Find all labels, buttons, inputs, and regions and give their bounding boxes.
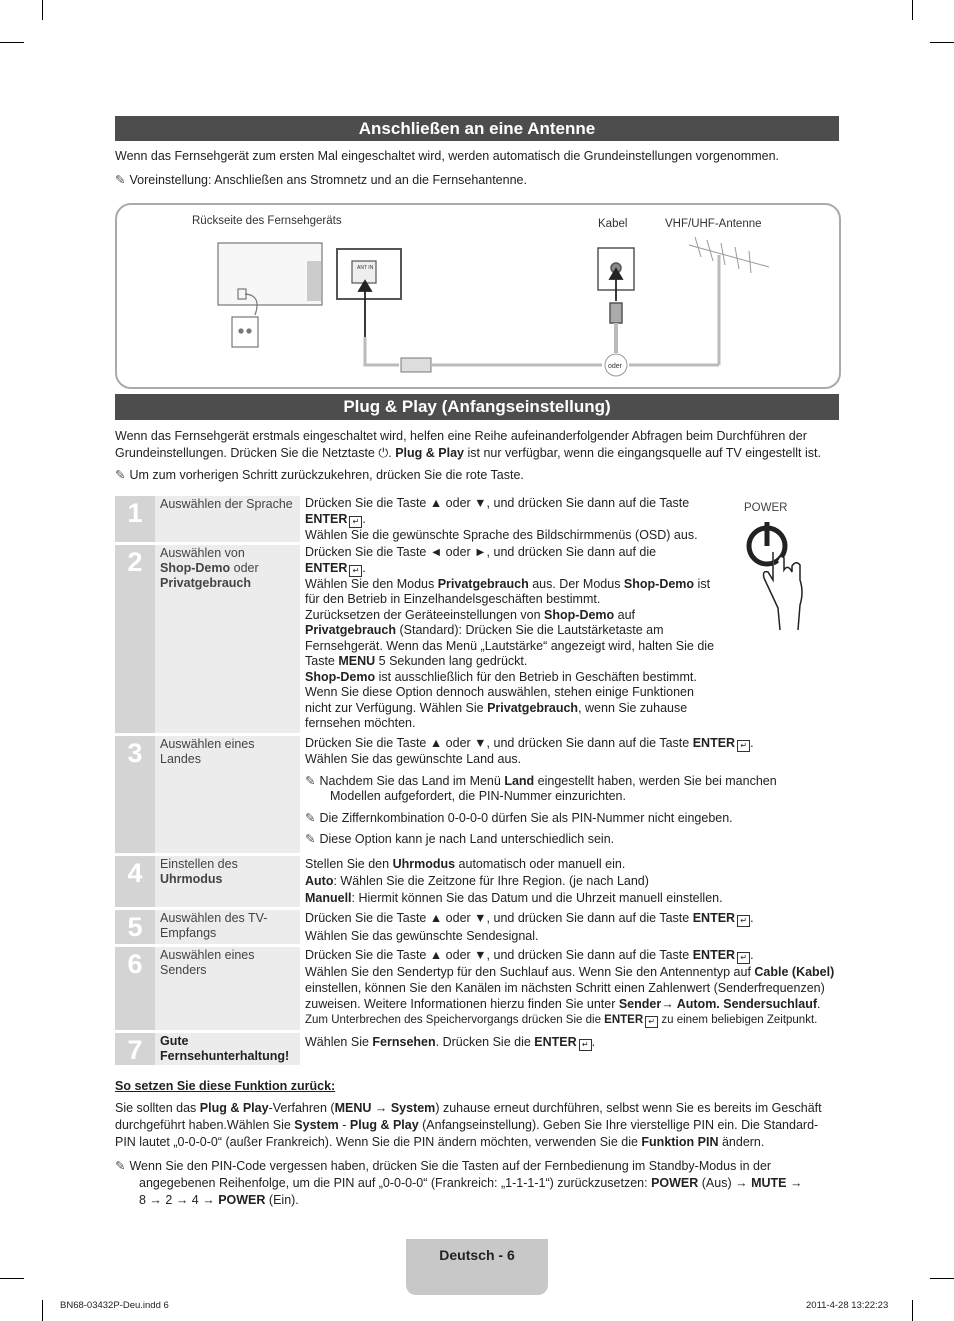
step-description: Drücken Sie die Taste ▲ oder ▼, und drücken Sie dann auf die Taste ENTER ↵ . Wählen Sie den Sendertyp für den Suchlauf aus. Wenn Sie den Antennentyp auf Cable (Kabel) einstellen, können Sie den Kanälen im nächsten Schritt einen Zahlenwert (Senderfrequenzen) zuweisen. Weitere Informationen hierzu finden Sie unter Sender→ Autom. Sendersuchlauf. Zum Unterbrechen des Speichervorgangs drücken Sie die ENTER ↵ zu einem beliebigen Zeitpunkt.: [305, 948, 835, 1026]
enter-icon: ↵: [645, 1016, 658, 1028]
step-row-3: [115, 736, 839, 853]
step-row-5: [115, 910, 839, 944]
power-symbol-icon: ⏻: [378, 445, 389, 460]
step-description: Stellen Sie den Uhrmodus automatisch oder manuell ein. Auto: Wählen Sie die Zeitzone für Ihre Region. (je nach Land) Manuell: Hiermit können Sie das Datum und die Uhrzeit manuell einstellen.: [305, 857, 723, 905]
step-description: Drücken Sie die Taste ▲ oder ▼, und drücken Sie dann auf die Taste ENTER ↵ . Wählen Sie das gewünschte Sendesignal.: [305, 911, 754, 943]
antenna-label: VHF/UHF-Antenne: [665, 218, 762, 230]
plug-play-intro: Wenn das Fernsehgerät erstmals eingeschaltet wird, helfen eine Reihe aufeinanderfolgender Abfragen beim Durchführen der Grundeinstellungen. Drücken Sie die Netztaste ⏻. Plug & Play ist nur verfügbar, wenn die eingangsquelle auf TV eingestellt ist.: [115, 429, 821, 460]
crop-mark: [912, 1300, 913, 1321]
step-label: Auswählen des TV-Empfangs: [155, 910, 300, 944]
step-label: Einstellen des Uhrmodus: [155, 856, 300, 907]
step-number: 5: [115, 910, 155, 944]
step-number: 3: [115, 736, 155, 853]
pencil-note-icon: ✎: [305, 810, 316, 825]
pencil-note-icon: ✎: [305, 773, 316, 788]
reset-heading: So setzen Sie diese Funktion zurück:: [115, 1079, 336, 1093]
crop-mark: [930, 1278, 954, 1279]
step-row-6: [115, 947, 839, 1030]
section-title-antenna: Anschließen an eine Antenne: [115, 116, 839, 141]
tv-back-drawing: [218, 243, 401, 347]
step-description: Drücken Sie die Taste ◄ oder ►, und drücken Sie dann auf die ENTER ↵ . Wählen Sie den Modus Privatgebrauch aus. Der Modus Shop-Demo ist für den Betrieb in Einzelhandelsgeschäften bestimmt. Zurücksetzen der Geräteeinstellungen von Shop-Demo auf Privatgebrauch (Standard): Drücken Sie die Lautstärketaste am Fernsehgerät. Wenn das Menü „Lautstärke“ angezeigt wird, halten Sie die Taste MENU 5 Sekunden lang gedrückt. Shop-Demo ist ausschließlich für den Betrieb in Geschäften bestimmt. Wenn Sie diese Option dennoch auswählen, stehen einige Funktionen nicht zur Verfügung. Wählen Sie Privatgebrauch, wenn Sie zuhause fernsehen möchten.: [305, 545, 715, 730]
power-label: POWER: [744, 502, 788, 514]
crop-mark: [42, 1300, 43, 1321]
enter-icon: ↵: [737, 915, 750, 927]
tv-back-label: Rückseite des Fernsehgeräts: [192, 215, 342, 227]
antenna-drawing: [689, 237, 769, 365]
crop-mark: [0, 42, 24, 43]
step-number: 7: [115, 1033, 155, 1065]
enter-icon: ↵: [349, 565, 362, 577]
step-number: 1: [115, 496, 155, 542]
section-title-plug-play: Plug & Play (Anfangseinstellung): [115, 394, 839, 420]
crop-mark: [0, 1278, 24, 1279]
pencil-note-icon: ✎: [305, 832, 316, 846]
cable-label: Kabel: [598, 218, 628, 230]
plug-play-note: ✎ Um zum vorherigen Schritt zurückzukehren, drücken Sie die rote Taste.: [115, 468, 524, 482]
ant-in-port-label: ANT IN: [357, 265, 374, 271]
step-row-2: [115, 545, 839, 733]
page-number-tab: Deutsch - 6: [406, 1239, 548, 1295]
crop-mark: [912, 0, 913, 20]
step-row-1: [115, 496, 839, 542]
step-label: Auswählen eines Landes: [155, 736, 300, 853]
step-row-4: [115, 856, 839, 907]
step-label: Auswählen von Shop-Demo oder Privatgebrauch: [155, 545, 300, 733]
step-description: Drücken Sie die Taste ▲ oder ▼, und drücken Sie dann auf die Taste ENTER ↵ . Wählen Sie die gewünschte Sprache des Bildschirmmenüs (OSD) aus.: [305, 496, 698, 542]
crop-mark: [42, 0, 43, 20]
enter-icon: ↵: [737, 740, 750, 752]
step-number: 6: [115, 947, 155, 1030]
footer-file: BN68-03432P-Deu.indd 6: [60, 1300, 169, 1311]
pencil-note-icon: ✎: [115, 468, 126, 482]
step-description: Drücken Sie die Taste ▲ oder ▼, und drücken Sie dann auf die Taste ENTER ↵ . Wählen Sie das gewünschte Land aus. ✎ Nachdem Sie das Land im Menü Land eingestellt haben, werden Sie bei manchen Modellen aufgefordert, die PIN-Nummer einzurichten. ✎ Die Ziffernkombination 0-0-0-0 dürfen Sie als PIN-Nummer nicht eingeben. ✎ Diese Option kann je nach Land unterschiedlich sein.: [305, 736, 777, 846]
reset-note: ✎ Wenn Sie den PIN-Code vergessen haben, drücken Sie die Tasten auf der Fernbedienung im Standby-Modus in der angegebenen Reihenfolge, um die PIN auf „0-0-0-0“ (Frankreich: „1-1-1-1“) zurückzusetzen: POWER (Aus) → MUTE → 8 → 2 → 4 → POWER (Ein).: [115, 1159, 803, 1207]
step-label: Gute Fernsehunterhaltung!: [155, 1033, 300, 1065]
step-label: Auswählen der Sprache: [155, 496, 300, 542]
pencil-note-icon: ✎: [115, 173, 126, 187]
connection-illustration: [117, 205, 839, 387]
enter-icon: ↵: [737, 952, 750, 964]
step-label: Auswählen eines Senders: [155, 947, 300, 1030]
or-label: oder: [608, 363, 623, 370]
step-number: 4: [115, 856, 155, 907]
footer-date: 2011-4-28 13:22:23: [806, 1300, 889, 1311]
pencil-note-icon: ✎: [115, 1159, 126, 1173]
antenna-intro: Wenn das Fernsehgerät zum ersten Mal eingeschaltet wird, werden automatisch die Grundeinstellungen vorgenommen.: [115, 149, 780, 163]
crop-mark: [930, 42, 954, 43]
step-number: 2: [115, 545, 155, 733]
enter-icon: ↵: [349, 516, 362, 528]
step-description: Wählen Sie Fernsehen. Drücken Sie die ENTER ↵ .: [305, 1035, 596, 1049]
step-row-7: [115, 1033, 839, 1065]
antenna-connection-diagram: [115, 203, 841, 389]
reset-text: Sie sollten das Plug & Play-Verfahren (MENU → System) zuhause erneut durchführen, selbst wenn Sie es bereits im Geschäft durchgeführt haben.Wählen Sie System - Plug & Play (Anfangseinstellung). Geben Sie Ihre vierstellige PIN ein. Die Standard- PIN lautet „0-0-0-0“ (außer Frankreich). Wenn Sie die PIN ändern möchten, verwenden Sie die Funktion PIN ändern.: [115, 1101, 822, 1149]
enter-icon: ↵: [579, 1039, 592, 1051]
coax-connector: [401, 358, 431, 372]
antenna-note: ✎ Voreinstellung: Anschließen ans Stromnetz und an die Fernsehantenne.: [115, 173, 527, 187]
